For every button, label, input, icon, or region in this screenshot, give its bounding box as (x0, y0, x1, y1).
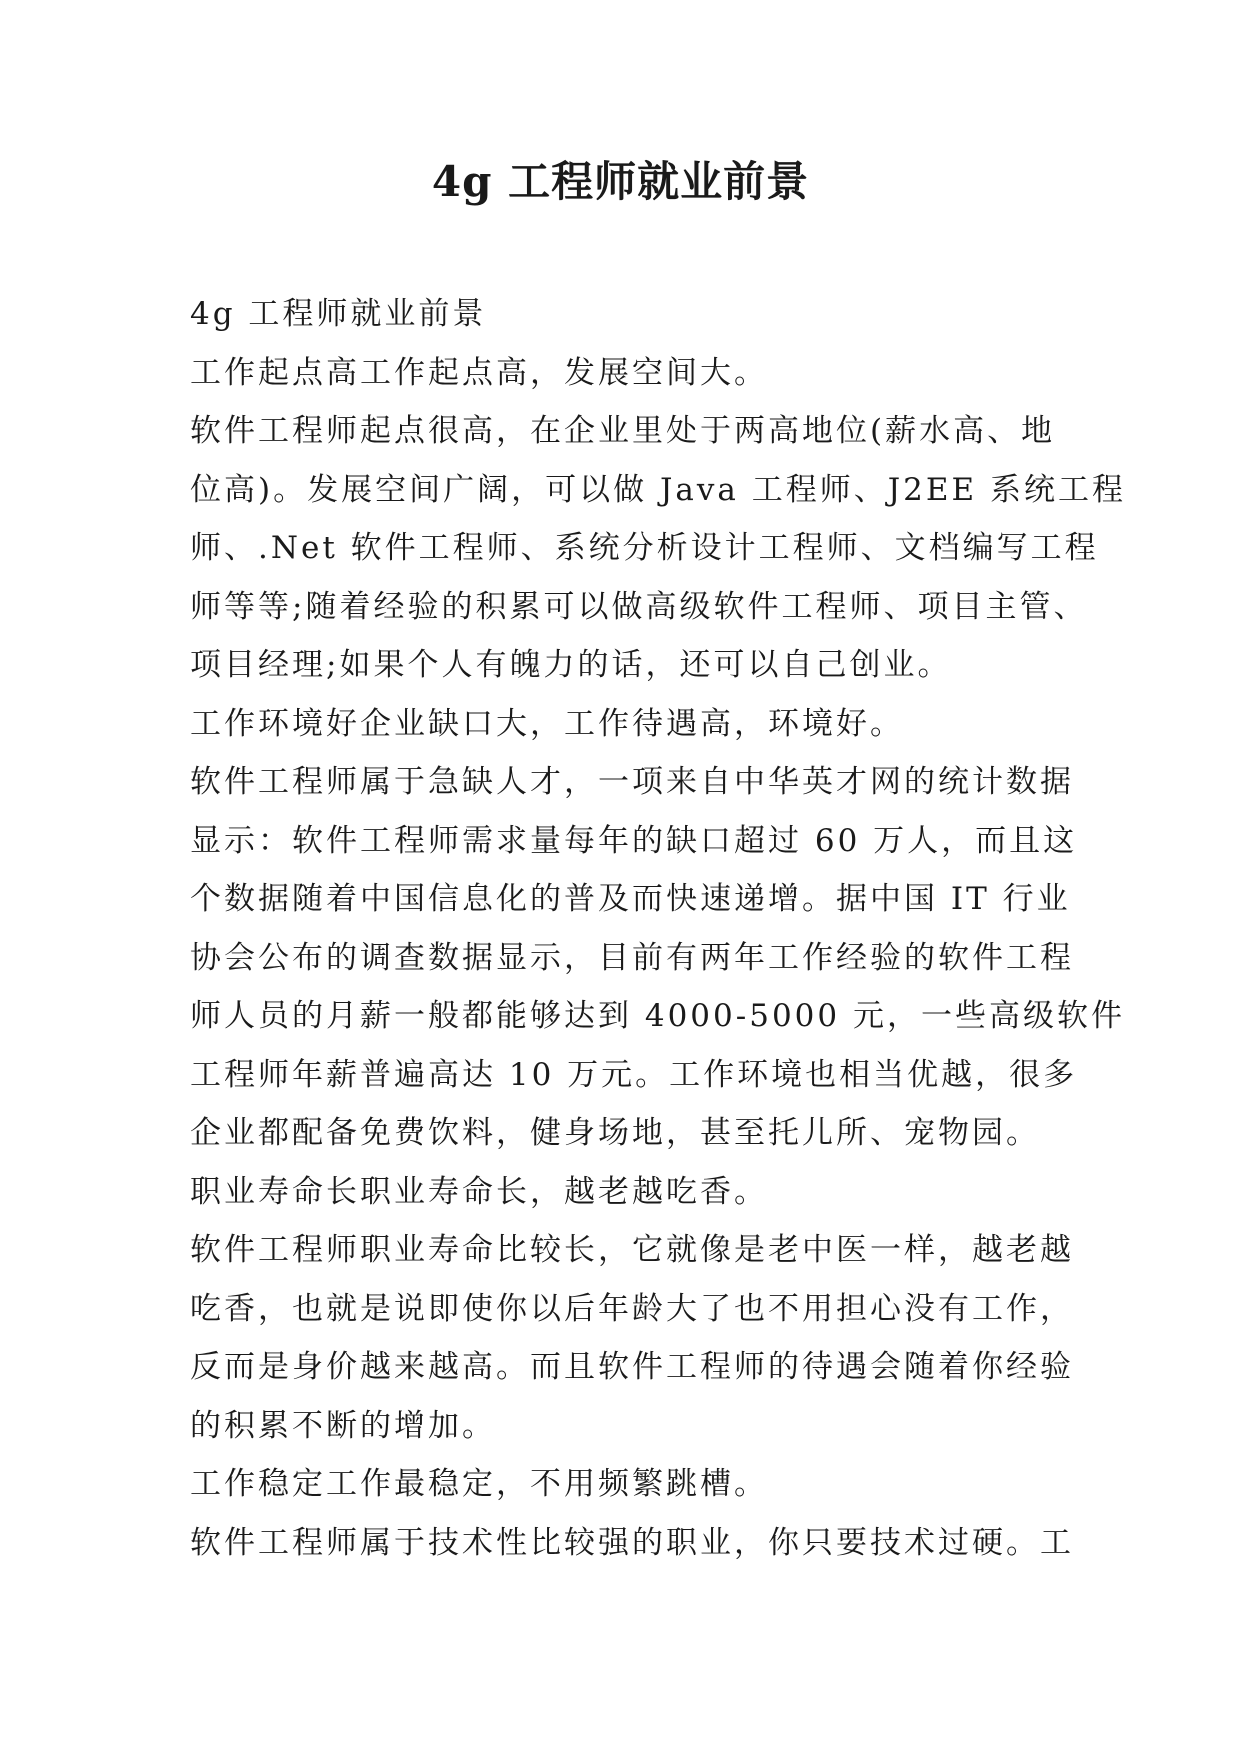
paragraph-8 (190, 1455, 1070, 1514)
text-line: 工程师年薪普遍高达 10 万元。工作环境也相当优越，很多 (190, 1056, 1078, 1093)
text-line: 企业都配备免费饮料，健身场地，甚至托儿所、宠物园。 (190, 1115, 1040, 1151)
paragraph-5 (190, 753, 1125, 1163)
text-line: 工作稳定工作最稳定，不用频繁跳槽。 (190, 1466, 768, 1502)
text-line: 4g 工程师就业前景 (190, 296, 487, 332)
text-line: 吃香，也就是说即使你以后年龄大了也不用担心没有工作， (190, 1290, 1074, 1327)
text-line: 位高)。发展空间广阔，可以做 Java 工程师、J2EE 系统工程 (190, 471, 1126, 508)
paragraph-3 (190, 402, 1126, 695)
text-line: 职业寿命长职业寿命长，越老越吃香。 (190, 1173, 768, 1210)
paragraph-7 (190, 1221, 1074, 1455)
text-line: 反而是身价越来越高。而且软件工程师的待遇会随着你经验 (190, 1349, 1074, 1385)
text-line: 软件工程师属于急缺人才，一项来自中华英才网的统计数据 (190, 764, 1074, 800)
paragraph-9 (190, 1514, 1074, 1573)
text-line: 协会公布的调查数据显示，目前有两年工作经验的软件工程 (190, 939, 1074, 976)
text-line: 工作起点高工作起点高，发展空间大。 (190, 354, 768, 391)
text-line: 的积累不断的增加。 (190, 1407, 496, 1444)
text-line: 软件工程师起点很高，在企业里处于两高地位(薪水高、地 (190, 413, 1056, 449)
text-line: 项目经理;如果个人有魄力的话，还可以自己创业。 (190, 647, 952, 683)
text-line: 师人员的月薪一般都能够达到 4000-5000 元，一些高级软件 (190, 998, 1125, 1034)
paragraph-2 (190, 344, 1070, 403)
text-line: 工作环境好企业缺口大，工作待遇高，环境好。 (190, 705, 904, 742)
document-body (190, 285, 1126, 1572)
text-line: 个数据随着中国信息化的普及而快速递增。据中国 IT 行业 (190, 881, 1071, 917)
document-title: 4g 工程师就业前景 (431, 157, 810, 206)
text-line: 软件工程师职业寿命比较长，它就像是老中医一样，越老越 (190, 1232, 1074, 1268)
text-line: 师、.Net 软件工程师、系统分析设计工程师、文档编写工程 (190, 530, 1099, 566)
text-line: 师等等;随着经验的积累可以做高级软件工程师、项目主管、 (190, 588, 1088, 625)
text-line: 软件工程师属于技术性比较强的职业，你只要技术过硬。工 (190, 1524, 1074, 1561)
paragraph-1 (190, 285, 1070, 344)
paragraph-6 (190, 1163, 1070, 1222)
paragraph-4 (190, 695, 1070, 754)
text-line: 显示：软件工程师需求量每年的缺口超过 60 万人，而且这 (190, 822, 1078, 859)
